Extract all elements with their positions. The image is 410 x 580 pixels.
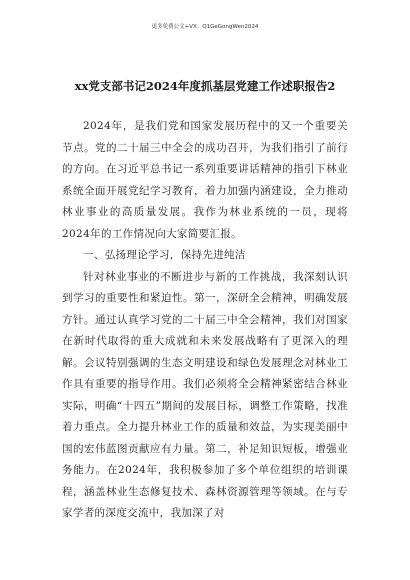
intro-paragraph: 2024年，是我们党和国家发展历程中的又一个重要关节点。党的二十届三中全会的成功召开，为我们指引了前行的方向。在习近平总书记一系列重要讲话精神的指引下林业系统全面开展党纪学习教育，着力加强内涵建设，全力推动林业事业的高质量发展。我作为林业系统的一员，现将2024年的工作情况向大家简要汇报。 [62,120,348,240]
section-heading: 一、弘扬理论学习，保持先进纯洁 [83,249,246,261]
body-paragraph: 针对林业事业的不断进步与新的工作挑战，我深刻认识到学习的重要性和紧迫性。第一，深研全会精神，明确发展方针。通过认真学习党的二十届三中全会精神，我们对国家在新时代取得的重大成就和未来发展战略有了更深入的理解。会议特别强调的生态文明建设和绿色发展理念对林业工作具有重要的指导作用。我们必须将全会精神紧密结合林业实际，明确“十四五”期间的发展目标，调整工作策略，找准着力重点。全力提升林业工作的质量和效益，为实现美丽中国的宏伟蓝图贡献应有力量。第二，补足知识短板，增强业务能力。在2024年，我积极参加了多个单位组织的培训课程，涵盖林业生态修复技术、森林资源管理等领域。在与专家学者的深度交流中，我加深了对 [62,270,348,519]
header-note: 更多免费公文+VX：Q1GeGongWen2024 [151,24,259,30]
document-title: xx党支部书记2024年度抓基层党建工作述职报告2 [74,79,336,93]
document-body [62,116,348,525]
